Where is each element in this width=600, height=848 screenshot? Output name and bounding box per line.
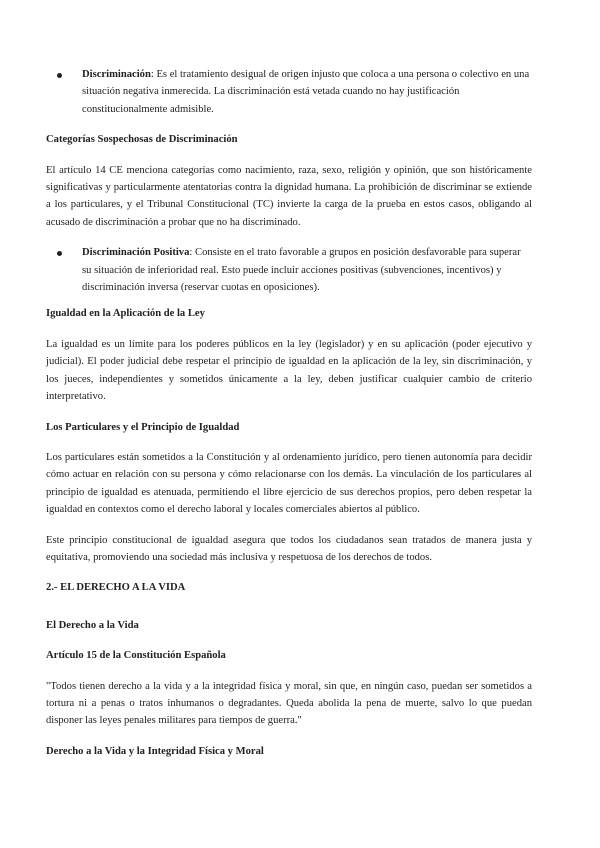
bullet-term: Discriminación Positiva [82, 247, 190, 259]
bullet-text: : Es el tratamiento desigual de origen injusto que coloca a una persona o colectivo en una situación negativa inmerecida. La discriminación está vetada cuando no hay justificación constitucionalmente admisible. [82, 69, 530, 115]
subtitle-derecho-vida: El Derecho a la Vida [46, 619, 139, 631]
bullet-term: Discriminación [82, 69, 151, 80]
bullet-text: : Consiste en el trato favorable a grupos en posición desfavorable para superar su situación de inferioridad real. Esto puede incluir acciones positivas (subvenciones, incentivos) y discriminación inversa (reservar cuotas en oposiciones). [82, 247, 521, 294]
bullet-dot [57, 251, 62, 256]
bullet-list-discriminacion [46, 66, 532, 118]
bullet-list-positiva [46, 244, 532, 296]
quote-articulo-15: "Todos tienen derecho a la vida y a la integridad física y moral, sin que, en ningún caso, puedan ser sometidos a tortura ni a penas o tratos inhumanos o degradantes. Queda abolida la pena de muerte, salvo lo que puedan disponer las leyes penales militares para tiempos de guerra." [46, 680, 532, 727]
section-title-derecho-vida: 2.- EL DERECHO A LA VIDA [46, 582, 186, 594]
list-item [46, 66, 532, 118]
paragraph-conclusion: Este principio constitucional de igualdad asegura que todos los ciudadanos sean tratados de manera justa y equitativa, promoviendo una sociedad más inclusiva y respetuosa de los derechos de todos. [46, 534, 532, 563]
heading-articulo-15: Artículo 15 de la Constitución Española [46, 650, 226, 662]
paragraph-categorias: El artículo 14 CE menciona categorías como nacimiento, raza, sexo, religión y opinión, que son históricamente significativas y particularmente atentatorias contra la dignidad humana. La prohibición de discriminar se extiende a los particulares, y el Tribunal Constitucional (TC) invierte la carga de la prueba en estos casos, obligando al acusado de discriminación a probar que no ha discriminado. [46, 164, 532, 228]
heading-aplicacion: Igualdad en la Aplicación de la Ley [46, 308, 205, 320]
paragraph-aplicacion: La igualdad es un límite para los poderes públicos en la ley (legislador) y en su aplicación (poder ejecutivo y judicial). El poder judicial debe respetar el principio de igualdad en la aplicación de la ley, sin discriminación, y los jueces, independientes y sometidos únicamente a la ley, deben justificar cualquier cambio de criterio interpretativo. [46, 338, 532, 403]
list-item [46, 244, 532, 296]
heading-categorias: Categorías Sospechosas de Discriminación [46, 134, 238, 146]
bullet-dot [57, 73, 62, 78]
heading-particulares: Los Particulares y el Principio de Igualdad [46, 421, 240, 433]
paragraph-particulares: Los particulares están sometidos a la Constitución y al ordenamiento jurídico, pero tienen autonomía para decidir cómo actuar en relación con su persona y cómo relacionarse con los demás. La vinculación de los particulares al principio de igualdad es atenuada, permitiendo el libre ejercicio de sus derechos propios, pero deben respetar la igualdad en contextos como el derecho laboral y locales comerciales abiertos al público. [46, 451, 532, 516]
heading-integridad: Derecho a la Vida y la Integridad Física y Moral [46, 745, 264, 757]
